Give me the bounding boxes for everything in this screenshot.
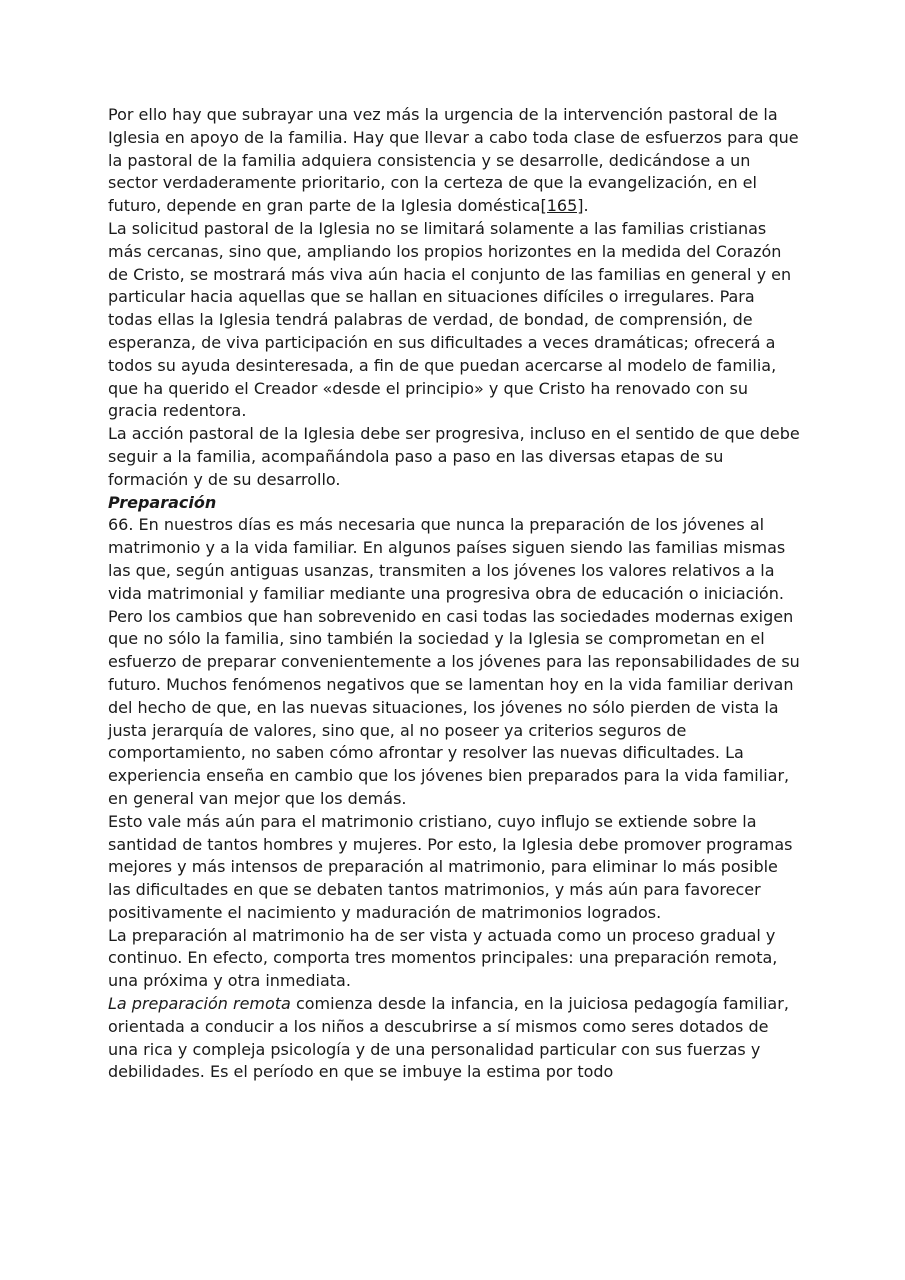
paragraph-text: Por ello hay que subrayar una vez más la urgencia de la intervención pastoral de la Iglesia en apoyo de la familia. Hay que llevar a cabo toda clase de esfuerzos para que la pastoral de la familia adquiera consistencia y se desarrolle, dedicándose a un sector verdaderamente prioritario, con la certeza de que la evangelización, en el futuro, depende en gran parte de la Iglesia doméstica [108,105,799,216]
paragraph-accion-pastoral: La acción pastoral de la Iglesia debe ser progresiva, incluso en el sentido de que debe seguir a la familia, acompañándola paso a paso en las diversas etapas de su formación y de su desarrollo. [108,424,800,489]
italic-lead-text: La preparación remota [108,994,291,1014]
paragraph-solicitud-pastoral: La solicitud pastoral de la Iglesia no se limitará solamente a las familias cristianas más cercanas, sino que, ampliando los propios horizontes en la medida del Corazón de Cristo, se mostrará más viva aún hacia el conjunto de las familias en general y en particular hacia aquellas que se hallan en situaciones difíciles o irregulares. Para todas ellas la Iglesia tendrá palabras de verdad, de bondad, de comprensión, de esperanza, de viva participación en sus dificultades a veces dramáticas; ofrecerá a todos su ayuda desinteresada, a fin de que puedan acercarse al modelo de familia, que ha querido el Creador «desde el principio» y que Cristo ha renovado con su gracia redentora. [108,218,792,421]
document-page [108,104,800,1084]
paragraph-text: . [583,196,589,216]
paragraph-text: comienza desde la infancia, en la juiciosa pedagogía familiar, orientada a conducir a los niños a descubrirse a sí mismos como seres dotados de una rica y compleja psicología y de una personalidad particular con sus fuerzas y debilidades. Es el período en que se imbuye la estima por todo [108,994,789,1082]
footnote-link-165[interactable]: [165] [540,196,584,216]
section-heading-preparacion: Preparación [108,492,217,512]
paragraph-proceso-gradual: La preparación al matrimonio ha de ser vista y actuada como un proceso gradual y continuo. En efecto, comporta tres momentos principales: una preparación remota, una próxima y otra inmediata. [108,925,778,991]
paragraph-pastoral-urgency [108,104,800,218]
paragraph-66-preparacion-jovenes: 66. En nuestros días es más necesaria que nunca la preparación de los jóvenes al matrimonio y a la vida familiar. En algunos países siguen siendo las familias mismas las que, según antiguas usanzas, transmiten a los jóvenes los valores relativos a la vida matrimonial y familiar mediante una progresiva obra de educación o iniciación. Pero los cambios que han sobrevenido en casi todas las sociedades modernas exigen que no sólo la familia, sino también la sociedad y la Iglesia se comprometan en el esfuerzo de preparar convenientemente a los jóvenes para las reponsabilidades de su futuro. Muchos fenómenos negativos que se lamentan hoy en la vida familiar derivan del hecho de que, en las nuevas situaciones, los jóvenes no sólo pierden de vista la justa jerarquía de valores, sino que, al no poseer ya criterios seguros de comportamiento, no saben cómo afrontar y resolver las nuevas dificultades. La experiencia enseña en cambio que los jóvenes bien preparados para la vida familiar, en general van mejor que los demás. [108,515,800,808]
paragraph-preparacion-remota [108,993,800,1084]
paragraph-matrimonio-cristiano: Esto vale más aún para el matrimonio cristiano, cuyo influjo se extiende sobre la santidad de tantos hombres y mujeres. Por esto, la Iglesia debe promover programas mejores y más intensos de preparación al matrimonio, para eliminar lo más posible las dificultades en que se debaten tantos matrimonios, y más aún para favorecer positivamente el nacimiento y maduración de matrimonios logrados. [108,811,793,922]
